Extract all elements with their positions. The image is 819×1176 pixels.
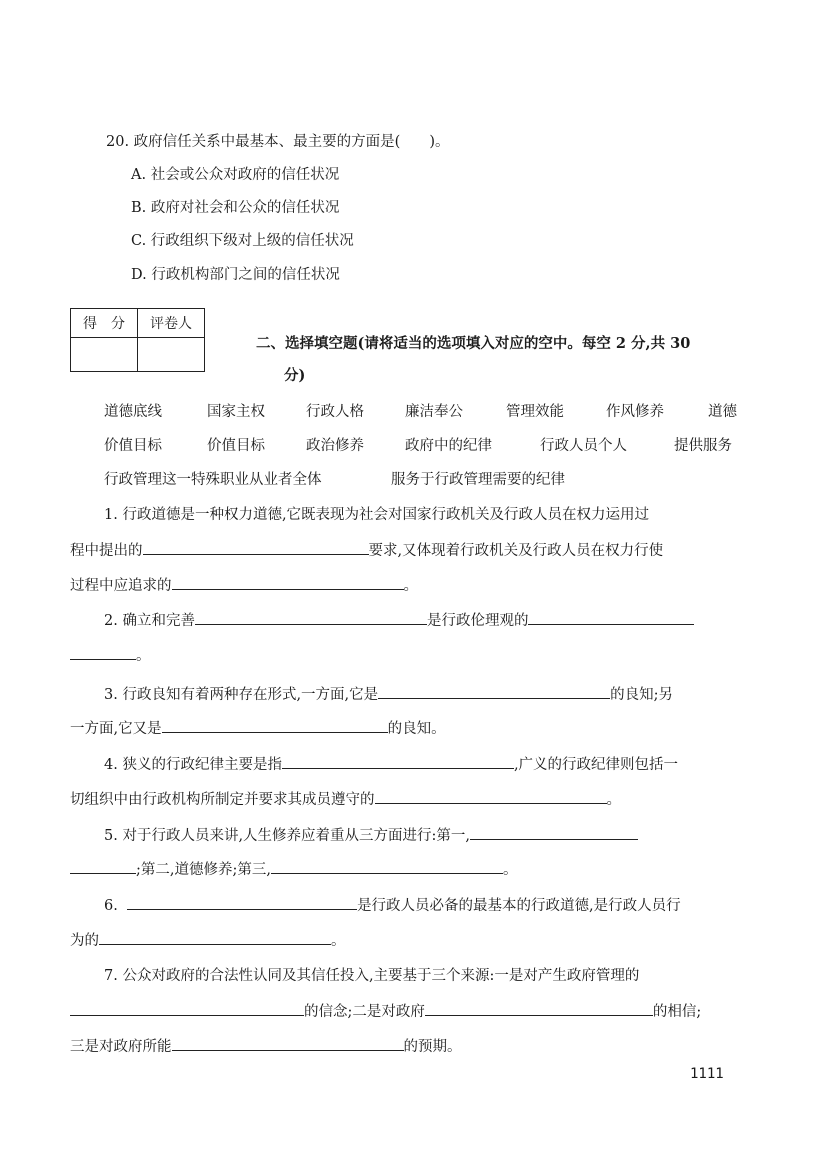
q2-text: 是行政伦理观的 [426, 613, 529, 629]
grader-cell [138, 338, 205, 372]
q7-text: 三是对政府所能 [70, 1039, 172, 1055]
q5-line2 [70, 859, 518, 880]
score-label: 得 分 [71, 309, 138, 338]
q7-blank-1[interactable] [70, 1001, 304, 1016]
q7-text: 的预期。 [403, 1039, 462, 1055]
q1-blank-1[interactable] [143, 540, 369, 555]
q6-text: 是行政人员必备的最基本的行政道德,是行政人员行 [357, 898, 681, 914]
q7-line2 [70, 1001, 701, 1022]
q1-blank-2[interactable] [172, 575, 404, 590]
q1-text: 程中提出的 [70, 543, 143, 559]
q3-line2 [70, 718, 446, 739]
score-table [70, 308, 205, 372]
q3-blank-2[interactable] [162, 718, 388, 733]
grader-label: 评卷人 [138, 309, 205, 338]
q7-line3 [70, 1036, 462, 1057]
q2-text: 。 [136, 648, 151, 664]
q2-line2 [70, 645, 151, 666]
q5-blank-1[interactable] [470, 825, 638, 840]
q6-line1 [104, 895, 681, 916]
q5-blank-2[interactable] [271, 859, 503, 874]
page-number: 1111 [690, 1066, 724, 1082]
q1-line2 [70, 540, 663, 561]
q4-line1 [104, 754, 678, 775]
word-bank-item: 国家主权 [207, 404, 265, 420]
q20-option-b: B. 政府对社会和公众的信任状况 [131, 200, 340, 216]
q6-blank-1[interactable] [127, 895, 357, 910]
q7-line1: 7. 公众对政府的合法性认同及其信任投入,主要基于三个来源:一是对产生政府管理的 [104, 968, 640, 984]
q7-blank-3[interactable] [172, 1036, 404, 1051]
q5-text: 。 [503, 862, 518, 878]
q4-text: ,广义的行政纪律则包括一 [513, 757, 679, 773]
word-bank-item: 管理效能 [506, 404, 564, 420]
word-bank-item: 价值目标 [104, 438, 162, 454]
q4-line2 [70, 789, 621, 810]
q7-blank-2[interactable] [425, 1001, 653, 1016]
q4-text: 切组织中由行政机构所制定并要求其成员遵守的 [70, 792, 375, 808]
section2-title-line2: 分) [284, 367, 306, 384]
q5-text: ;第二,道德修养;第三, [136, 862, 271, 878]
q2-blank-1[interactable] [195, 610, 427, 625]
section2-title-line1: 二、选择填空题(请将适当的选项填入对应的空中。每空 2 分,共 30 [256, 335, 691, 352]
q5-line1 [104, 825, 638, 846]
q2-text: 2. 确立和完善 [104, 613, 195, 629]
q2-blank-2-cont[interactable] [70, 645, 136, 660]
q20-option-d: D. 行政机构部门之间的信任状况 [131, 267, 340, 283]
q4-blank-1[interactable] [282, 754, 514, 769]
q6-blank-2[interactable] [99, 930, 331, 945]
q3-text: 一方面,它又是 [70, 721, 162, 737]
q1-text: 要求,又体现着行政机关及行政人员在权力行使 [368, 543, 664, 559]
q7-text: 的相信; [652, 1004, 702, 1020]
q3-text: 的良知;另 [610, 687, 674, 703]
q3-blank-1[interactable] [378, 684, 610, 699]
word-bank-item: 道德 [708, 404, 737, 420]
q6-text: 6. [104, 898, 118, 914]
q1-text: 过程中应追求的 [70, 578, 172, 594]
word-bank-item: 行政管理这一特殊职业从业者全体 [104, 472, 322, 488]
q20-option-c: C. 行政组织下级对上级的信任状况 [131, 233, 354, 249]
q20-stem: 20. 政府信任关系中最基本、最主要的方面是( )。 [106, 134, 450, 150]
word-bank-item: 政府中的纪律 [405, 438, 492, 454]
q5-blank-1-cont[interactable] [70, 859, 136, 874]
q6-line2 [70, 930, 346, 951]
q4-text: 。 [606, 792, 621, 808]
q2-line1 [104, 610, 694, 631]
q3-text: 的良知。 [387, 721, 446, 737]
q1-text: 。 [403, 578, 418, 594]
word-bank-item: 作风修养 [606, 404, 664, 420]
q7-text: 的信念;二是对政府 [304, 1004, 425, 1020]
q1-line3 [70, 575, 418, 596]
q6-text: 为的 [70, 933, 99, 949]
word-bank-item: 廉洁奉公 [405, 404, 463, 420]
q3-text: 3. 行政良知有着两种存在形式,一方面,它是 [104, 687, 379, 703]
q1-line1: 1. 行政道德是一种权力道德,它既表现为社会对国家行政机关及行政人员在权力运用过 [104, 507, 650, 523]
q2-blank-2[interactable] [528, 610, 694, 625]
word-bank-item: 道德底线 [104, 404, 162, 420]
word-bank-item: 服务于行政管理需要的纪律 [391, 472, 565, 488]
word-bank-item: 政治修养 [306, 438, 364, 454]
word-bank-item: 行政人格 [306, 404, 364, 420]
score-cell [71, 338, 138, 372]
q20-option-a: A. 社会或公众对政府的信任状况 [131, 167, 340, 183]
word-bank-item: 提供服务 [674, 438, 732, 454]
q3-line1 [104, 684, 673, 705]
q4-blank-2[interactable] [375, 789, 607, 804]
word-bank-item: 价值目标 [207, 438, 265, 454]
word-bank-item: 行政人员个人 [540, 438, 627, 454]
q5-text: 5. 对于行政人员来讲,人生修养应着重从三方面进行:第一, [104, 828, 471, 844]
q6-text: 。 [331, 933, 346, 949]
q4-text: 4. 狭义的行政纪律主要是指 [104, 757, 282, 773]
